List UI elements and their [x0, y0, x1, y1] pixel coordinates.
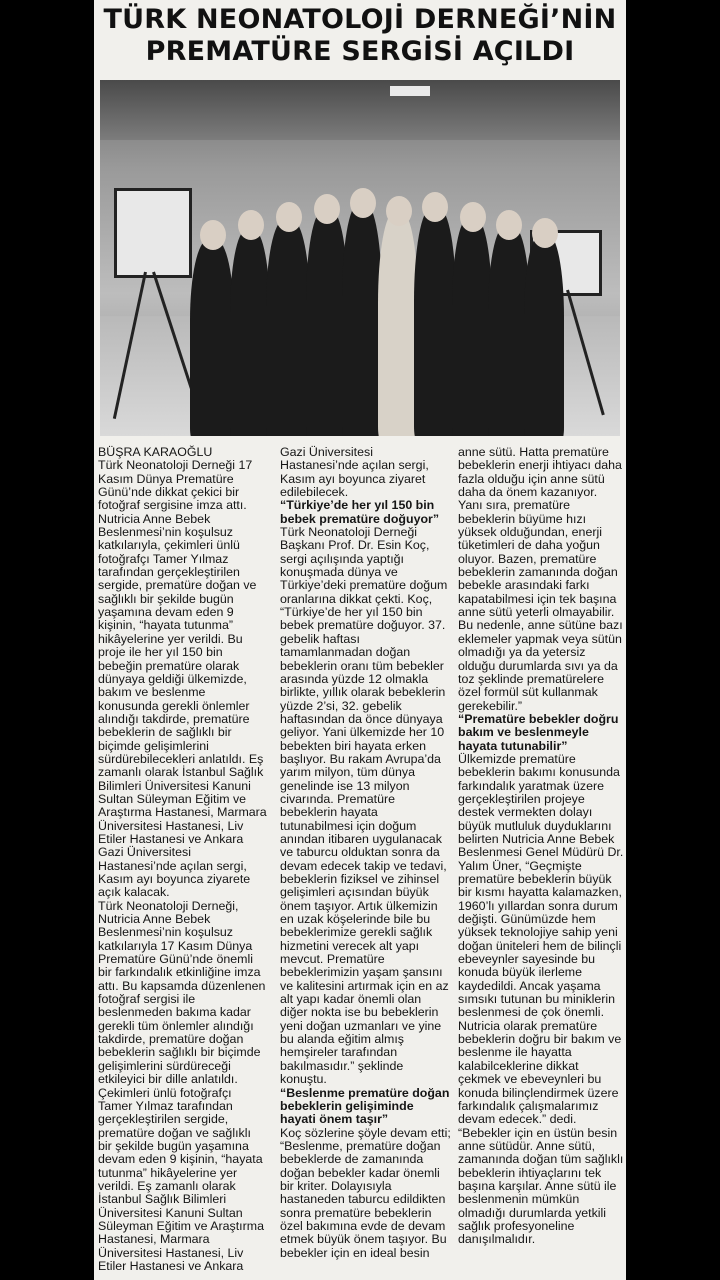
headline — [94, 4, 626, 68]
subheading: “Türkiye’de her yıl 150 bin bebek prematüre doğuyor” — [280, 498, 440, 526]
group-photo — [100, 80, 620, 436]
person-head — [350, 188, 376, 218]
byline: BÜŞRA KARAOĞLU — [98, 445, 213, 459]
column-3-paragraph: Ülkemizde prematüre bebeklerin bakımı konusunda farkındalık yaratmak üzere gerçekleştirilen projeye destek vermekten dolayı büyük mutluluk duyduklarını belirten Nutricia Anne Bebek Beslenmesi Genel Müdürü Dr. Yalım Üner, “Geçmişte prematüre bebeklerin büyük bir kısmı hayatta kalamazken, 1960’lı yıllardan sonra durum değişti. Günümüzde hem yüksek teknolojiye sahip yeni doğan üniteleri hem de bilinçli ebeveynler sayesinde bu konuda büyük ilerleme kaydedildi. Ancak yaşama sımsıkı tutunan bu miniklerin beslenmesi de çok önemli. Nutricia olarak prematüre bebeklerin doğru bir bakım ve beslenme ile hayatta kalabilceklerine dikkat çekmek ve ebeveynleri bu konuda bilinçlendirmek üzere farkındalık çalışmalarımız devam edecek.” dedi. “Bebekler için en üstün besin anne sütüdür. Anne sütü, zamanında doğan tüm sağlıklı bebeklerin ihtiyaçlarını tek başına karşılar. Anne sütü ile beslenmenin mümkün olmadığı durumlarda yetkili sağlık profesyoneline danışılmalıdır. — [458, 751, 624, 1247]
column-2 — [280, 446, 452, 1260]
column-2-paragraph: Koç sözlerine şöyle devam etti; “Beslenme, prematüre doğan bebeklerde de zamanında doğan bebekler kadar önemli bir kriter. Dolayısıyla hastaneden taburcu edildikten sonra prematüre bebeklerin özel bakımına evde de devam etmek büyük önem taşıyor. Bu bebekler için en ideal besin — [280, 1125, 451, 1260]
person-head — [422, 192, 448, 222]
person — [378, 212, 418, 436]
person — [230, 230, 270, 436]
newspaper-page — [94, 0, 626, 1280]
column-2-paragraph: Türk Neonatoloji Derneği Başkanı Prof. Dr. Esin Koç, sergi açılışında yaptığı konuşmada dünya ve Türkiye’deki prematüre doğum oranlarına dikkat çekti. Koç, “Türkiye’de her yıl 150 bin bebek prematüre doğuyor. 37. gebelik haftası tamamlanmadan doğan bebeklerin oranı tüm bebekler arasında yüzde 12 olmakla birlikte, yıllık olarak bebeklerin yüzde 2’si, 32. gebelik haftasından da önce dünyaya geliyor. Yani ülkemizde her 10 bebekten biri hayata erken başlıyor. Bu rakam Avrupa’da yarım milyon, tüm dünya genelinde ise 13 milyon civarında. Prematüre bebeklerin hayata tutunabilmesi için doğum anından itibaren uygulanacak ve taburcu olduktan sonra da devam edecek takip ve tedavi, bebeklerin fiziksel ve zihinsel gelişimleri açısından büyük önem taşıyor. Artık ülkemizin en uzak köşelerinde bile bu bebeklerimize gerekli sağlık hizmetini verecek alt yapı mevcut. Prematüre bebeklerimizin yaşam şansını ve kalitesini artırmak için en az alt yapı kadar önemli olan diğer nokta ise bu bebeklerin yeni doğan uzmanları ve yine bu alanda eğitim almış hemşireler tarafından bakılmasıdır.” şeklinde konuştu. — [280, 525, 449, 1087]
column-1-paragraph: Türk Neonatoloji Derneği 17 Kasım Dünya Prematüre Günü’nde dikkat çekici bir fotoğraf sergisine imza attı. Nutricia Anne Bebek Beslenmesi’nin koşulsuz katkılarıyla, çekimleri ünlü fotoğrafçı Tamer Yılmaz tarafından gerçekleştirilen sergide, prematüre doğan ve sağlıklı bir şekilde bugün yaşamına devam eden 9 kişinin, “hayata tutunma” hikâyelerine yer verildi. Bu proje ile her yıl 150 bin bebeğin prematüre olarak dünyaya geldiği ülkemizde, bakım ve beslenme konusunda gerekli önlemler alındığı takdirde, prematüre bebeklerin de sağlıklı bir biçimde gelişimlerini sürdürebilecekleri anlatıldı. Eş zamanlı olarak İstanbul Sağlık Bilimleri Üniversitesi Kanuni Sultan Süleyman Eğitim ve Araştırma Hastanesi, Marmara Üniversitesi Hastanesi, Liv Etiler Hastanesi ve Ankara Gazi Üniversitesi Hastanesi’nde açılan sergi, Kasım ayı boyunca ziyarete açık kalacak. — [98, 458, 267, 900]
subheading: “Prematüre bebekler doğru bakım ve beslenmeyle hayata tutunabilir” — [458, 711, 619, 753]
headline-line-1: TÜRK NEONATOLOJİ DERNEĞİ’NİN — [103, 4, 617, 35]
person-head — [276, 202, 302, 232]
person-head — [314, 194, 340, 224]
column-2-paragraph: Gazi Üniversitesi Hastanesi’nde açılan sergi, Kasım ayı boyunca ziyaret edilebilecek. — [280, 445, 429, 500]
column-1-paragraph: Türk Neonatoloji Derneği, Nutricia Anne Bebek Beslenmesi’nin koşulsuz katkılarıyla 17 Kasım Dünya Prematüre Günü’nde önemli bir farkındalık etkinliğine imza attı. Bu kapsamda düzenlenen fotoğraf sergisi ile beslenmeden bakıma kadar gerekli tüm önlemler alındığı takdirde, prematüre doğan bebeklerin sağlıklı bir biçimde gelişimlerini sürdüreceği etkileyici bir dille anlatıldı. Çekimleri ünlü fotoğrafçı Tamer Yılmaz tarafından gerçekleştirilen sergide, prematüre doğan ve sağlıklı bir şekilde bugün yaşamına devam eden 9 kişinin, “hayata tutunma” hikâyelerine yer verildi. Eş zamanlı olarak İstanbul Sağlık Bilimleri Üniversitesi Kanuni Sultan Süleyman Eğitim ve Araştırma Hastanesi, Marmara Üniversitesi Hastanesi, Liv Etiler Hastanesi ve Ankara — [98, 898, 266, 1273]
person — [414, 208, 456, 436]
person-head — [460, 202, 486, 232]
left-easel-board — [114, 188, 192, 278]
person-head — [532, 218, 558, 248]
ceiling-light — [390, 86, 430, 96]
person — [266, 220, 310, 436]
person-head — [200, 220, 226, 250]
column-3 — [458, 446, 624, 1247]
subheading: “Beslenme prematüre doğan bebeklerin gelişiminde hayati önem taşır” — [280, 1085, 450, 1127]
person — [190, 240, 234, 436]
person-head — [238, 210, 264, 240]
headline-line-2: PREMATÜRE SERGİSİ AÇILDI — [145, 36, 575, 67]
person-head — [386, 196, 412, 226]
person — [342, 204, 382, 436]
person — [452, 218, 492, 436]
person-head — [496, 210, 522, 240]
people-group — [190, 170, 570, 436]
column-1 — [98, 446, 268, 1273]
column-3-paragraph: anne sütü. Hatta prematüre bebeklerin enerji ihtiyacı daha fazla olduğu için anne sütü daha da önem kazanıyor. Yanı sıra, prematüre bebeklerin büyüme hızı yüksek olduğundan, enerji tüketimleri de daha yoğun oluyor. Bazen, prematüre bebeklerin zamanında doğan bebekle arasındaki farkı kapatabilmesi için tek başına anne sütü yeterli olmayabilir. Bu nedenle, anne sütüne bazı eklemeler yapmak veya sütün olmadığı ya da yetersiz olduğu durumlarda sıvı ya da toz şeklinde prematürelere özel formül süt kullanmak gerekebilir.” — [458, 445, 623, 713]
photo-ceiling — [100, 80, 620, 140]
person — [524, 234, 564, 436]
